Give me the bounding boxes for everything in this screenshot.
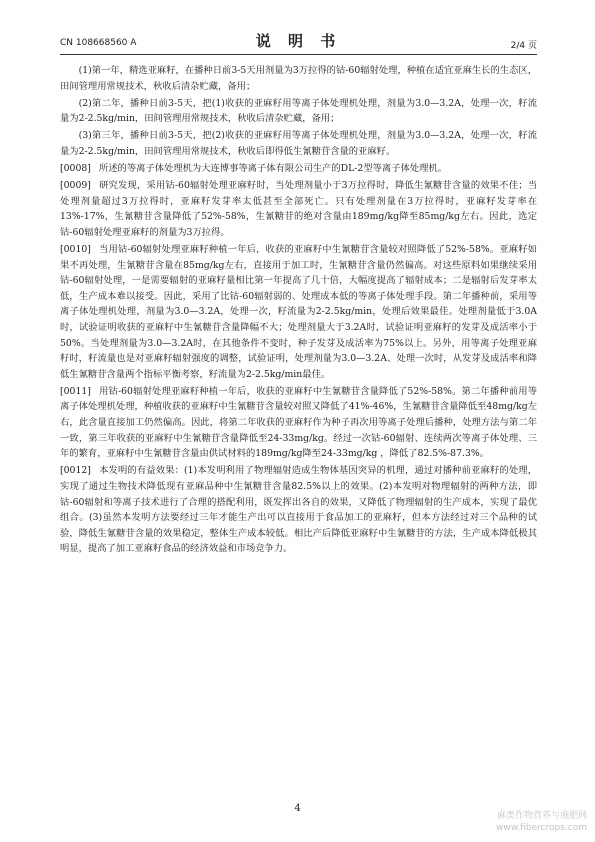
watermark-name: 麻类作物营养与施肥网 (496, 811, 587, 821)
paragraph-text: (3)第三年，播种日前3-5天，把(2)收获的亚麻籽用等离子体处理机处理，剂量为3.0—3.2A，处理一次，籽流量为2-2.5kg/min，田间管理用常规技术，秋收后即得低生氰糖苷含量的亚麻籽。 (60, 130, 537, 157)
paragraph-text: (1)第一年，精选亚麻籽，在播种日前3-5天用剂量为3万拉得的钴-60辐射处理，种植在适宜亚麻生长的生态区，田间管理用常规技术，秋收后清杂贮藏，备用； (60, 65, 537, 92)
header-divider (60, 54, 537, 55)
step-two-paragraph (60, 96, 537, 127)
document-title: 说 明 书 (255, 32, 342, 50)
page-number: 4 (294, 803, 301, 814)
paragraph-0008 (60, 161, 537, 177)
page-indicator: 2/4 页 (510, 41, 537, 51)
paragraph-text: (2)第二年，播种日前3-5天，把(1)收获的亚麻籽用等离子体处理机处理，剂量为3.0—3.2A，处理一次，籽流量为2-2.5kg/min，田间管理用常规技术，秋收后清杂贮藏，备用； (60, 97, 537, 125)
paragraph-number: [0008] (60, 163, 91, 175)
paragraph-0012 (60, 463, 537, 557)
paragraph-0010 (60, 242, 537, 382)
step-three-paragraph (60, 128, 537, 159)
step-one-paragraph (60, 63, 537, 94)
site-watermark (496, 810, 587, 834)
paragraph-text: 所述的等离子体处理机为大连博事等离子体有限公司生产的DL-2型等离子体处理机。 (98, 163, 447, 175)
document-body (60, 63, 537, 558)
paragraph-number: [0010] (60, 244, 91, 256)
patent-number: CN 108668560 A (60, 38, 137, 48)
paragraph-text: 用钴-60辐射处理亚麻籽种植一年后，收获的亚麻籽中生氰糖苷含量降低了52%-58%。第二年播种前用等离子体处理机处理，种植收获的亚麻籽中生氰糖苷含量较对照又降低了41%-46%，生氰糖苷含量降低至48mg/kg左右，此含量直接加工仍然偏高。因此，将第二年收获的亚麻籽作为种子再次用等离子处理后播种，处理方法与第二年一致，第三年收获的亚麻籽中生氰糖苷含量降低至24-33mg/kg。经过一次钴-60辐射、连续两次等离子体处理、三年的繁育，亚麻籽中生氰糖苷含量由供试材料的189mg/kg降至24-33mg/kg ，降低了82.5%-87.3%。 (60, 385, 537, 460)
paragraph-text: 当用钴-60辐射处理亚麻籽种植一年后，收获的亚麻籽中生氰糖苷含量较对照降低了52%-58%。亚麻籽如果不再处理，生氰糖苷含量在85mg/kg左右，直接用于加工时，生氰糖苷含量仍然偏高。对这些原料如果继续采用钴-60辐射处理，一是需要辐射的亚麻籽量相比第一年提高了几十倍，大幅度提高了辐射成本；二是辐射后发芽率太低，生产成本难以接受。因此，采用了比钴-60辐射弱的、处理成本低的等离子体处理手段。第二年播种前，采用等离子体处理机处理，剂量为3.0—3.2A，处理一次，籽流量为2-2.5kg/min，处理后效果最佳。处理剂量低于3.0A时，试验证明收获的亚麻籽中生氰糖苷含量降幅不大；处理剂量大于3.2A时，试验证明亚麻籽的发芽及成活率小于50%。当处理剂量为3.0—3.2A时，在其他条件不变时，种子发芽及成活率为75%以上。另外，用等离子处理亚麻籽时，籽流量也是对亚麻籽辐射强度的调整，试验证明，处理剂量为3.0—3.2A、处理一次时，从发芽及成活率和降低生氰糖苷含量两个指标平衡考察，籽流量为2-2.5kg/min最佳。 (60, 244, 537, 380)
paragraph-0011 (60, 384, 537, 462)
paragraph-text: 研究发现，采用钴-60辐射处理亚麻籽时，当处理剂量小于3万拉得时，降低生氰糖苷含量的效果不佳；当处理剂量超过3万拉得时，亚麻籽发芽率太低甚至全部死亡。只有处理剂量在3万拉得时，亚麻籽发芽率在13%-17%，生氰糖苷含量降低了52%-58%，生氰糖苷的绝对含量由189mg/kg降至85mg/kg左右。因此，选定钴-60辐射处理亚麻籽的剂量为3万拉得。 (60, 180, 537, 238)
paragraph-text: 本发明的有益效果：(1)本发明利用了物理辐射造成生物体基因突异的机理，通过对播种前亚麻籽的处理，实现了通过生物技术降低现有亚麻品种中生氰糖苷含量82.5%以上的效果。(2)本发明对物理辐射的两种方法，即钴-60辐射和等离子技术进行了合理的搭配利用，既发挥出各自的效果，又降低了物理辐射的生产成本，实现了最优组合。(3)虽然本发明方法要经过三年才能生产出可以直接用于食品加工的亚麻籽，但本方法经过对三个品种的试验，降低生氰糖苷含量的效果稳定，整体生产成本较低。相比产后降低亚麻籽中生氰糖苷的方法，生产成本降低极其明显，提高了加工亚麻籽食品的经济效益和市场竞争力。 (60, 465, 537, 555)
watermark-url: www.fibercrops.com (496, 823, 587, 833)
paragraph-number: [0011] (60, 385, 91, 397)
page-header (60, 30, 537, 52)
paragraph-0009 (60, 178, 537, 240)
paragraph-number: [0009] (60, 180, 91, 192)
paragraph-number: [0012] (60, 465, 91, 477)
